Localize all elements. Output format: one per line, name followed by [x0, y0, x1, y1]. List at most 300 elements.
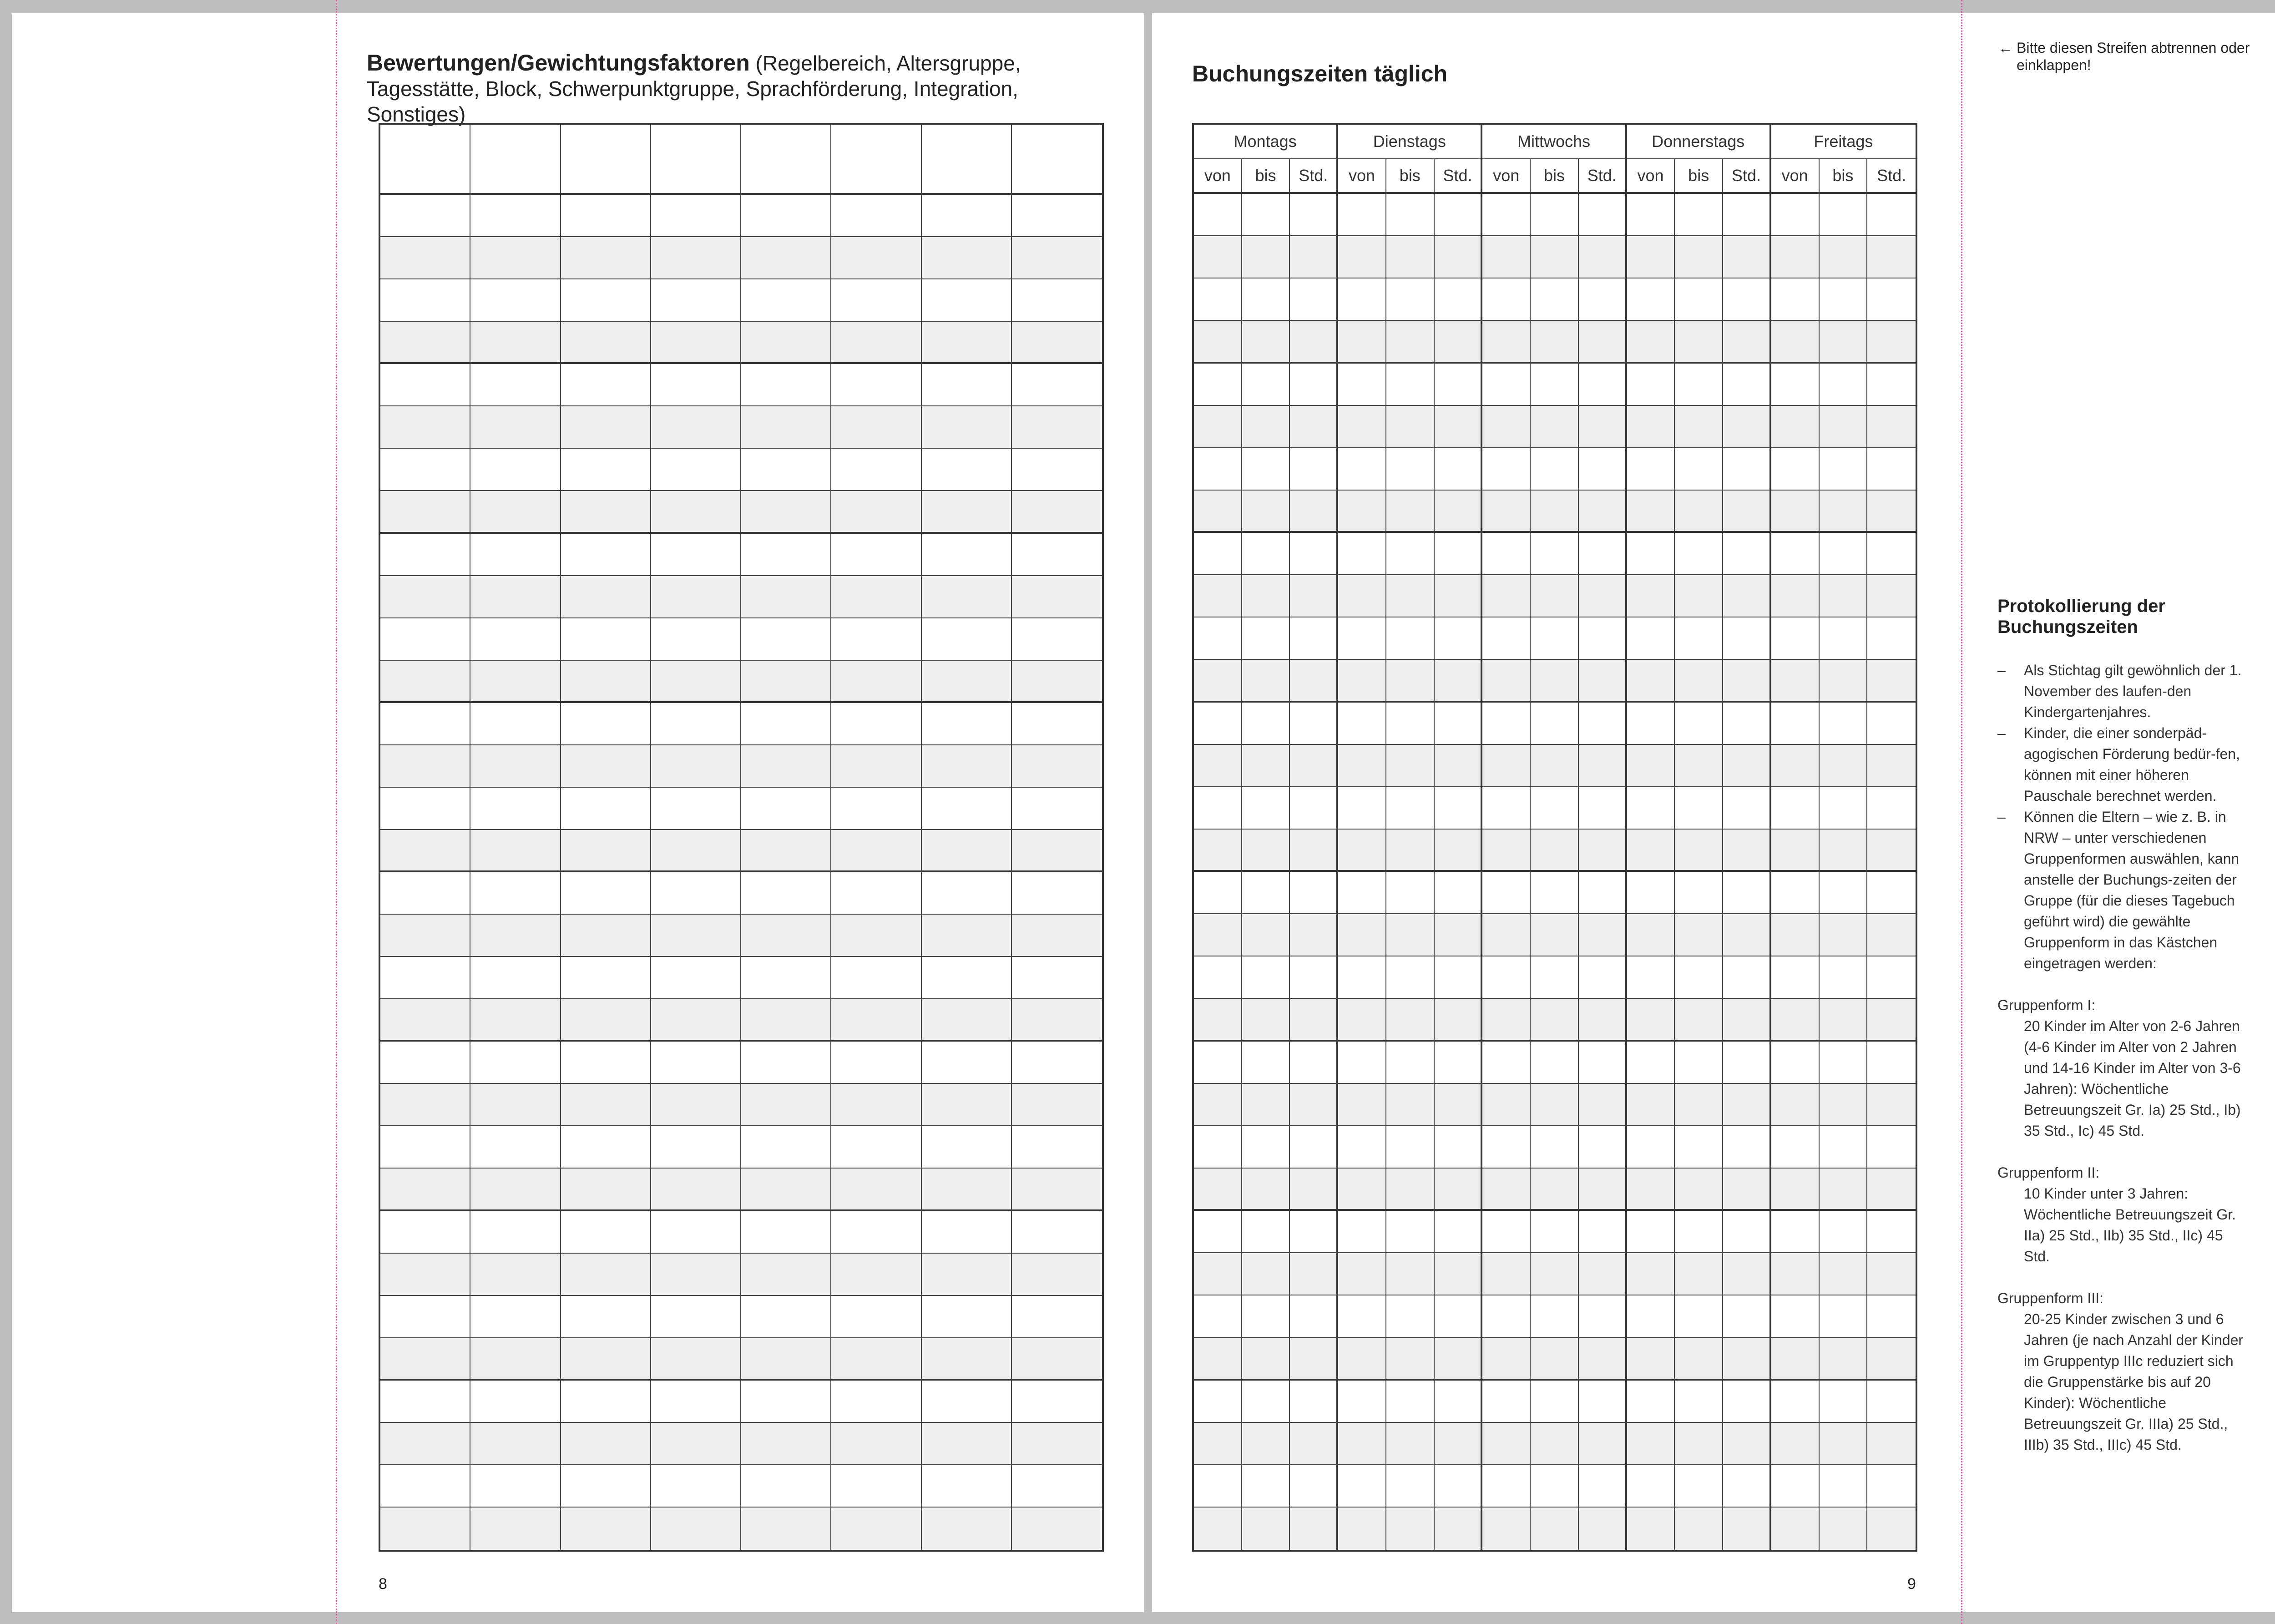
table-cell [1435, 1423, 1483, 1465]
table-cell [1386, 956, 1435, 999]
table-cell [922, 491, 1012, 533]
table-cell [1386, 703, 1435, 745]
table-cell [1290, 1042, 1338, 1084]
table-cell [380, 661, 470, 703]
strip-bullet [1997, 806, 2252, 974]
table-cell [1627, 1381, 1675, 1423]
table-cell [741, 1423, 831, 1465]
table-cell [1675, 1211, 1723, 1253]
table-cell [1012, 872, 1102, 915]
table-cell [1482, 1295, 1531, 1338]
day-header: Donnerstags [1627, 125, 1771, 159]
table-cell [1771, 872, 1820, 914]
table-cell [1338, 406, 1386, 448]
table-cell [1771, 1211, 1820, 1253]
table-cell [1675, 830, 1723, 872]
table-cell [741, 999, 831, 1042]
table-cell [1482, 787, 1531, 830]
table-cell [922, 1508, 1012, 1550]
table-cell [651, 449, 741, 491]
table-cell [1675, 448, 1723, 491]
table-cell [831, 491, 921, 533]
table-cell [1675, 660, 1723, 702]
arrow-left-icon: ← [1998, 40, 2013, 56]
group-form-label: Gruppenform II: [1997, 1164, 2100, 1181]
table-cell [1435, 914, 1483, 956]
table-cell [561, 237, 651, 279]
table-cell [1723, 1295, 1771, 1338]
table-cell [831, 364, 921, 406]
table-cell [1820, 999, 1868, 1041]
table-cell [1675, 1423, 1723, 1465]
table-cell [1579, 448, 1627, 491]
table-cell [1482, 1338, 1531, 1380]
strip-body [1997, 660, 2252, 1455]
group-form-label: Gruppenform III: [1997, 1290, 2103, 1306]
table-cell [1771, 406, 1820, 448]
table-cell [741, 1338, 831, 1381]
table-cell [1675, 278, 1723, 321]
table-cell [1579, 914, 1627, 956]
table-cell [1386, 745, 1435, 787]
table-cell [651, 534, 741, 576]
bullet-text: Kinder, die einer sonderpäd-agogischen Förderung bedür-fen, können mit einer höheren Pauschale berechnet werden. [2024, 725, 2240, 804]
table-cell [380, 788, 470, 830]
table-cell [741, 830, 831, 872]
table-cell [1723, 194, 1771, 236]
table-cell [470, 1169, 561, 1211]
table-cell [1290, 278, 1338, 321]
table-cell [561, 661, 651, 703]
table-cell [1435, 575, 1483, 617]
table-cell [1012, 1084, 1102, 1126]
table-cell [380, 1084, 470, 1126]
table-cell [1723, 575, 1771, 617]
table-cell [1531, 956, 1579, 999]
table-cell [1867, 1381, 1916, 1423]
table-cell [470, 1126, 561, 1169]
table-cell [831, 406, 921, 449]
table-cell [831, 618, 921, 661]
table-cell [1723, 999, 1771, 1041]
table-cell [1482, 999, 1531, 1041]
table-cell [561, 1508, 651, 1550]
table-cell [741, 406, 831, 449]
table-cell [470, 915, 561, 957]
table-cell [1012, 1423, 1102, 1465]
page-number-left: 8 [379, 1575, 387, 1593]
table-cell [380, 195, 470, 237]
table-cell [741, 237, 831, 279]
table-cell [1194, 1465, 1242, 1508]
group-form-text: 10 Kinder unter 3 Jahren: Wöchentliche Betreuungszeit Gr. IIa) 25 Std., IIb) 35 Std., IIc) 45 Std. [2024, 1185, 2236, 1265]
table-cell [470, 1254, 561, 1296]
table-cell [831, 703, 921, 745]
table-cell [1338, 1465, 1386, 1508]
table-cell [1627, 999, 1675, 1041]
table-cell [1771, 1042, 1820, 1084]
sub-header: bis [1242, 159, 1290, 194]
table-cell [922, 872, 1012, 915]
table-cell [1012, 1042, 1102, 1084]
table-cell [1867, 1295, 1916, 1338]
table-cell [1242, 236, 1290, 278]
table-cell [1531, 1508, 1579, 1550]
table-cell [1820, 1423, 1868, 1465]
left-margin-perforation [336, 0, 337, 1624]
table-cell [651, 1508, 741, 1550]
table-cell [1012, 1508, 1102, 1550]
table-cell [651, 322, 741, 364]
table-cell [1242, 1253, 1290, 1295]
table-cell [1531, 1211, 1579, 1253]
table-cell [561, 745, 651, 788]
table-cell [470, 576, 561, 618]
table-cell [1435, 278, 1483, 321]
table-cell [1531, 830, 1579, 872]
table-cell [1675, 364, 1723, 406]
table-cell [1012, 830, 1102, 872]
table-cell [1338, 364, 1386, 406]
table-cell [1723, 448, 1771, 491]
table-cell [380, 957, 470, 999]
table-cell [1435, 1253, 1483, 1295]
table-cell [1338, 194, 1386, 236]
table-cell [1242, 1126, 1290, 1169]
table-cell [380, 1126, 470, 1169]
table-cell [1771, 956, 1820, 999]
table-cell [1771, 575, 1820, 617]
table-cell [1242, 914, 1290, 956]
table-cell [1771, 1508, 1820, 1550]
table-cell [1012, 576, 1102, 618]
table-cell [1435, 660, 1483, 702]
table-cell [1242, 448, 1290, 491]
table-cell [561, 1296, 651, 1338]
table-cell [1867, 703, 1916, 745]
table-cell [1194, 1084, 1242, 1126]
table-cell [561, 1211, 651, 1254]
table-cell [1386, 1169, 1435, 1211]
table-cell [1579, 745, 1627, 787]
table-cell [1820, 745, 1868, 787]
bullet-dash: – [1997, 662, 2006, 678]
table-cell [741, 618, 831, 661]
table-cell [470, 618, 561, 661]
table-cell [651, 830, 741, 872]
table-cell [1338, 1338, 1386, 1380]
sub-header: Std. [1579, 159, 1627, 194]
table-cell [831, 745, 921, 788]
table-cell [1386, 491, 1435, 533]
table-cell [1531, 533, 1579, 575]
table-cell [1723, 830, 1771, 872]
table-cell [741, 534, 831, 576]
table-cell [1723, 1338, 1771, 1380]
table-cell [1579, 999, 1627, 1041]
table-cell [1579, 533, 1627, 575]
table-cell [1675, 575, 1723, 617]
table-cell [1771, 1253, 1820, 1295]
table-cell [831, 1042, 921, 1084]
group-form-text: 20 Kinder im Alter von 2-6 Jahren (4-6 Kinder im Alter von 2 Jahren und 14-16 Kinder im Alter von 3-6 Jahren): Wöchentliche Betreuungszeit Gr. Ia) 25 Std., Ib) 35 Std., Ic) 45 Std. [2024, 1018, 2241, 1139]
table-cell [1820, 1508, 1868, 1550]
table-cell [1867, 1169, 1916, 1211]
table-cell [1820, 787, 1868, 830]
table-cell [1194, 1169, 1242, 1211]
table-cell [1771, 914, 1820, 956]
table-cell [922, 1254, 1012, 1296]
table-cell [1723, 1253, 1771, 1295]
table-cell [1386, 1465, 1435, 1508]
table-cell [922, 406, 1012, 449]
table-cell [380, 279, 470, 322]
table-cell [1820, 956, 1868, 999]
table-cell [651, 915, 741, 957]
table-cell [1386, 872, 1435, 914]
table-cell [1867, 278, 1916, 321]
table-cell [651, 1338, 741, 1381]
table-cell [1386, 1338, 1435, 1380]
table-cell [1723, 872, 1771, 914]
table-cell [380, 1169, 470, 1211]
table-cell [741, 957, 831, 999]
table-cell [741, 915, 831, 957]
table-cell [1242, 745, 1290, 787]
table-cell [1820, 1295, 1868, 1338]
table-cell [1531, 406, 1579, 448]
table-cell [1579, 1084, 1627, 1126]
table-cell [1820, 236, 1868, 278]
table-cell [1338, 787, 1386, 830]
table-cell [1482, 406, 1531, 448]
table-cell [1579, 660, 1627, 702]
table-cell [1820, 194, 1868, 236]
sub-header: von [1627, 159, 1675, 194]
table-cell [1338, 533, 1386, 575]
day-header: Dienstags [1338, 125, 1482, 159]
table-cell [1194, 364, 1242, 406]
table-cell [1242, 1169, 1290, 1211]
strip-perforation [1961, 0, 1962, 1624]
table-cell [1012, 1338, 1102, 1381]
table-cell [1627, 617, 1675, 660]
table-cell [922, 957, 1012, 999]
table-cell [1820, 660, 1868, 702]
table-cell [1012, 364, 1102, 406]
table-cell [1194, 1042, 1242, 1084]
table-cell [1194, 448, 1242, 491]
table-cell [561, 788, 651, 830]
table-cell [1531, 1381, 1579, 1423]
table-cell [1338, 1295, 1386, 1338]
table-cell [1579, 956, 1627, 999]
table-cell [1820, 364, 1868, 406]
table-cell [1242, 491, 1290, 533]
table-cell [1386, 787, 1435, 830]
table-cell [470, 703, 561, 745]
table-cell [1194, 321, 1242, 363]
table-cell [1338, 914, 1386, 956]
table-cell [380, 491, 470, 533]
table-cell [922, 1169, 1012, 1211]
table-cell [1627, 787, 1675, 830]
table-cell [1338, 999, 1386, 1041]
table-cell [1531, 914, 1579, 956]
table-cell [561, 195, 651, 237]
sub-header: Std. [1723, 159, 1771, 194]
table-cell [470, 237, 561, 279]
table-cell [1242, 406, 1290, 448]
table-cell [380, 1296, 470, 1338]
table-cell [380, 872, 470, 915]
table-cell [470, 1084, 561, 1126]
table-cell [651, 195, 741, 237]
table-cell [1531, 1169, 1579, 1211]
table-cell [1435, 1042, 1483, 1084]
table-cell [741, 195, 831, 237]
table-cell [380, 237, 470, 279]
table-cell [470, 1508, 561, 1550]
table-cell [1386, 914, 1435, 956]
table-cell [1723, 1084, 1771, 1126]
table-cell [922, 322, 1012, 364]
table-cell [651, 661, 741, 703]
table-cell [831, 957, 921, 999]
table-cell [741, 661, 831, 703]
table-cell [741, 1084, 831, 1126]
table-cell [1290, 1253, 1338, 1295]
table-cell [1482, 491, 1531, 533]
table-cell [1386, 1126, 1435, 1169]
table-cell [1531, 1295, 1579, 1338]
table-cell [1771, 321, 1820, 363]
table-cell [1338, 1169, 1386, 1211]
table-cell [1194, 872, 1242, 914]
table-cell [1867, 745, 1916, 787]
table-cell [1579, 1295, 1627, 1338]
table-cell [1627, 533, 1675, 575]
bullet-dash: – [1997, 809, 2006, 825]
table-cell [1723, 406, 1771, 448]
table-cell [470, 1042, 561, 1084]
table-cell [1290, 617, 1338, 660]
table-cell [1867, 617, 1916, 660]
table-cell [1482, 617, 1531, 660]
strip-bullet [1997, 660, 2252, 723]
table-cell [1012, 915, 1102, 957]
table-cell [1012, 449, 1102, 491]
table-cell [1194, 1253, 1242, 1295]
left-page-title [367, 50, 1117, 127]
table-cell [561, 830, 651, 872]
sub-header: von [1482, 159, 1531, 194]
table-cell [831, 237, 921, 279]
table-cell [741, 1254, 831, 1296]
table-cell [1290, 236, 1338, 278]
table-cell [1627, 745, 1675, 787]
table-cell [1867, 194, 1916, 236]
table-cell [470, 1296, 561, 1338]
sub-header: von [1338, 159, 1386, 194]
table-cell [1627, 872, 1675, 914]
table-cell [1194, 956, 1242, 999]
table-cell [1482, 914, 1531, 956]
table-cell [1242, 787, 1290, 830]
table-cell [1482, 1169, 1531, 1211]
table-cell [1627, 491, 1675, 533]
table-cell [1627, 1211, 1675, 1253]
table-cell [1820, 278, 1868, 321]
table-cell [1627, 448, 1675, 491]
table-cell [561, 618, 651, 661]
table-cell [831, 1338, 921, 1381]
table-cell [1531, 872, 1579, 914]
table-cell [380, 364, 470, 406]
table-cell [1012, 237, 1102, 279]
table-cell [380, 449, 470, 491]
table-cell [1771, 236, 1820, 278]
table-cell [470, 788, 561, 830]
table-cell [651, 957, 741, 999]
table-cell [1012, 745, 1102, 788]
table-cell [831, 1211, 921, 1254]
table-cell [1290, 914, 1338, 956]
table-cell [1242, 703, 1290, 745]
table-cell [1435, 236, 1483, 278]
table-cell [831, 788, 921, 830]
table-cell [1482, 236, 1531, 278]
table-cell [1290, 999, 1338, 1041]
day-header: Mittwochs [1482, 125, 1627, 159]
table-cell [1675, 914, 1723, 956]
table-cell [1723, 956, 1771, 999]
table-cell [651, 618, 741, 661]
table-cell [1867, 533, 1916, 575]
table-cell [1675, 703, 1723, 745]
table-cell [1820, 1169, 1868, 1211]
table-cell [470, 1381, 561, 1423]
table-cell [1579, 194, 1627, 236]
table-cell [1435, 956, 1483, 999]
table-cell [1338, 872, 1386, 914]
table-cell [380, 1508, 470, 1550]
table-cell [1242, 321, 1290, 363]
table-cell [1290, 406, 1338, 448]
table-cell [1386, 830, 1435, 872]
table-cell [1012, 1296, 1102, 1338]
table-cell [1435, 533, 1483, 575]
table-cell [1723, 364, 1771, 406]
table-cell [1867, 1338, 1916, 1380]
table-cell [922, 1465, 1012, 1508]
table-cell [1531, 236, 1579, 278]
table-cell [561, 872, 651, 915]
table-cell [1723, 660, 1771, 702]
sub-header: Std. [1867, 159, 1916, 194]
table-cell [1867, 660, 1916, 702]
table-cell [1435, 1381, 1483, 1423]
table-cell [1820, 617, 1868, 660]
table-cell [1242, 1295, 1290, 1338]
table-cell [1723, 914, 1771, 956]
table-cell [1012, 957, 1102, 999]
table-cell [1531, 1423, 1579, 1465]
table-cell [1290, 194, 1338, 236]
table-cell [1723, 1126, 1771, 1169]
table-cell [470, 406, 561, 449]
table-cell [1482, 872, 1531, 914]
